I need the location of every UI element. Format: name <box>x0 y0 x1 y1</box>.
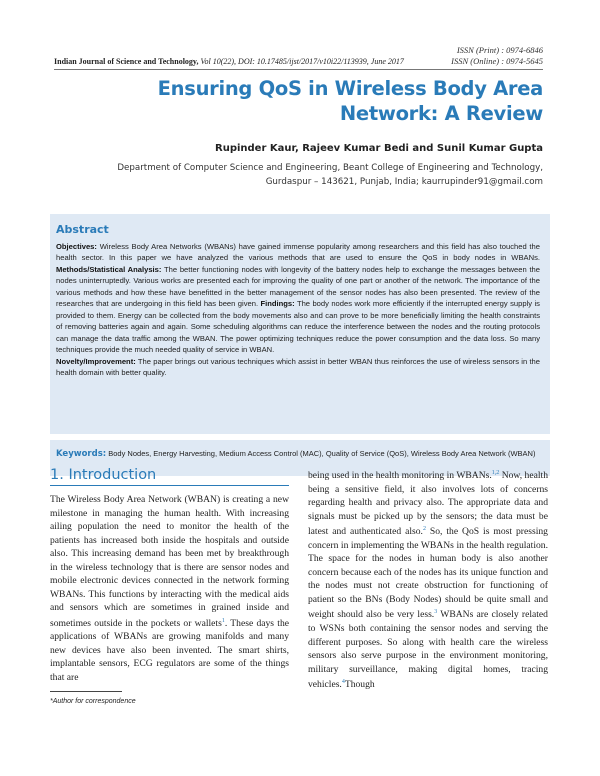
abstract-heading: Abstract <box>56 223 109 236</box>
author-list: Rupinder Kaur, Rajeev Kumar Bedi and Sunil Kumar Gupta <box>215 143 543 154</box>
paper-title: Ensuring QoS in Wireless Body Area Network: A Review <box>157 77 543 125</box>
section-rule <box>50 485 289 486</box>
intro-right-column <box>308 467 548 692</box>
objectives-label: Objectives: <box>56 242 97 251</box>
objectives-text: Wireless Body Area Networks (WBANs) have gained immense popularity among researchers and this field has also touched the health sector. In this paper we have analyzed the various methods that are used to ensure the QoS in body nodes in WBANs. <box>56 242 540 263</box>
affiliation: Department of Computer Science and Engineering, Beant College of Engineering and Technology, Gurdaspur – 143621, Punjab, India; kaurrupinder91@gmail.com <box>117 163 543 187</box>
intro-paragraph-right: being used in the health monitoring in WBANs.$^{1,2}$ Now, health being a sensitive field, it also involves lots of concerns regarding health and privacy also. The appropriate data and signals must be picked up by the sensors; the data must be latest and authenticated also.$^2$ So, the QoS is most pressing concern in implementing the WBANs in the health regulation. The space for the nodes in human body is also another concern because each of the nodes has its unique function and the nodes must not create obstruction for functioning of patient so the BNs (Body Nodes) should be quite small and weight should also be very less.$^3$ WBANs are closely related to WSNs both containing the sensor nodes and serving the different purposes. So along with health care the wireless sensors also serve purpose in the environment monitoring, military surveillance, making digital homes, tracing vehicles.$^4$Though <box>308 470 548 691</box>
intro-paragraph-left: The Wireless Body Area Network (WBAN) is creating a new milestone in managing the human health. With increasing ailing population the need to monitor the health of the patients has increased both inside the hospitals and outside also. This increasing demand has been met by breakthrough in the wireless technology that is there are sensor nodes and mobile electronic devices connected in the network forming WBANs. This functions by interacting with the medical aids and sensors which are sometimes in grained inside and sometimes outside in the pockets or wallets$^1$. These days the applications of WBANs are growing manifolds and many new devices have also been invented. The smart shirts, implantable sensors, ECG regulators are some of the things that are <box>50 494 289 683</box>
citation-link[interactable]: 1 <box>221 617 225 624</box>
keywords-label: Keywords: <box>56 449 107 459</box>
issn-block <box>451 45 543 67</box>
journal-name: Indian Journal of Science and Technology, <box>54 57 199 66</box>
methods-text: The better functioning nodes with longevity of the battery nodes help to exchange the messages between the nodes uninterruptedly. Various works are presented each for improving the quality of one part or another of the network. The importance of the various methods and how these have benefitted in the better management of the sensor nodes has also been presented. The review of the researches that are undergoing in this field has been given. <box>56 264 540 309</box>
section-title: 1. Introduction <box>50 467 157 483</box>
citation-link[interactable]: 4 <box>341 679 345 686</box>
methods-label: Methods/Statistical Analysis: <box>56 264 162 274</box>
citation-link[interactable]: 1,2 <box>491 470 500 476</box>
citation-link[interactable]: 2 <box>422 526 426 533</box>
findings-label: Findings: <box>260 299 295 309</box>
footnote: *Author for correspondence <box>50 698 136 705</box>
header-rule <box>54 69 543 70</box>
footnote-rule <box>50 691 122 692</box>
abstract-body <box>56 241 540 378</box>
keywords-text: Body Nodes, Energy Harvesting, Medium Access Control (MAC), Quality of Service (QoS), Wireless Body Area Network (WBAN) <box>106 449 536 458</box>
journal-citation <box>54 57 404 66</box>
issn-online: ISSN (Online) : 0974-5645 <box>451 56 543 66</box>
novelty-label: Novelty/Improvement: <box>56 356 136 366</box>
intro-left-column <box>50 493 289 684</box>
findings-text: The body nodes work more efficiently if the interrupted energy supply is provided to them. Energy can be collected from the body movements also and can prove to be more beneficially limiting the health constraints of removing batteries again and again. Some scheduling algorithms can reduce the interference between the nodes and the routing protocols can manage the data traffic among the WBAN. The power optimizing techniques reduce the power consumption and the data loss. So many techniques provide the much needed quality of service in WBAN. <box>56 299 540 355</box>
journal-reference: Vol 10(22), DOI: 10.17485/ijst/2017/v10i22/113939, June 2017 <box>198 57 404 66</box>
citation-link[interactable]: 3 <box>434 609 438 616</box>
issn-print: ISSN (Print) : 0974-6846 <box>456 45 543 55</box>
keywords <box>56 448 544 460</box>
novelty-text: The paper brings out various techniques which assist in better WBAN thus reinforces the use of wireless sensors in the health domain with better quality. <box>56 356 540 377</box>
